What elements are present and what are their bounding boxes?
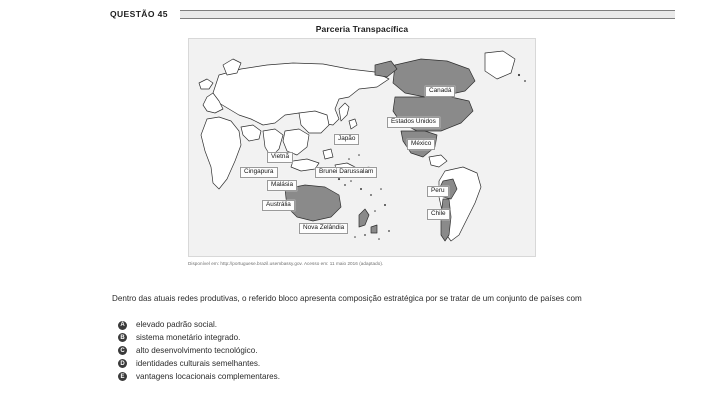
world-map-svg [189,39,535,256]
header-divider-rule [180,10,675,19]
alternative-b[interactable] [118,333,568,343]
alternative-text-a: elevado padrão social. [136,320,217,329]
map-label-peru: Peru [427,186,449,197]
question-header [110,9,675,19]
alternative-text-c: alto desenvolvimento tecnológico. [136,345,258,355]
question-number: QUESTÃO 45 [110,9,168,19]
alternative-text-e: vantagens locacionais complementares. [136,371,280,381]
map-label-estados-unidos: Estados Unidos [387,117,440,128]
alternative-letter-b: B [118,333,127,342]
alternative-text-b: sistema monetário integrado. [136,332,241,342]
world-map [188,38,536,257]
map-label-chile: Chile [427,209,450,220]
map-label-vietna: Vietnã [267,152,293,163]
alternative-a[interactable] [118,320,568,330]
map-label-nova-zelandia: Nova Zelândia [299,223,348,234]
alternatives-list [118,320,568,384]
alternative-letter-c: C [118,346,127,355]
alternative-c[interactable] [118,346,568,356]
figure-block [188,24,536,266]
map-label-cingapura: Cingapura [240,167,278,178]
figure-source: Disponível em: http://portuguese.brazil.usembassy.gov. Acesso em: 11 maio 2016 (adaptado). [188,261,384,266]
map-label-australia: Austrália [262,200,295,211]
figure-title: Parceria Transpacífica [315,24,409,34]
map-label-canada: Canadá [425,86,455,97]
map-label-mexico: México [407,139,435,150]
map-label-japao: Japão [334,134,359,145]
question-stem: Dentro das atuais redes produtivas, o referido bloco apresenta composição estratégica por se tratar de um conjunto de países com [112,294,582,303]
alternative-d[interactable] [118,359,568,369]
map-label-brunei-darussalam: Brunei Darussalam [315,167,377,178]
alternative-text-d: identidades culturais semelhantes. [136,358,261,368]
alternative-letter-e: E [118,372,127,381]
alternative-e[interactable] [118,372,568,382]
map-label-malasia: Malásia [267,180,297,191]
alternative-letter-a: A [118,321,127,330]
alternative-letter-d: D [118,359,127,368]
